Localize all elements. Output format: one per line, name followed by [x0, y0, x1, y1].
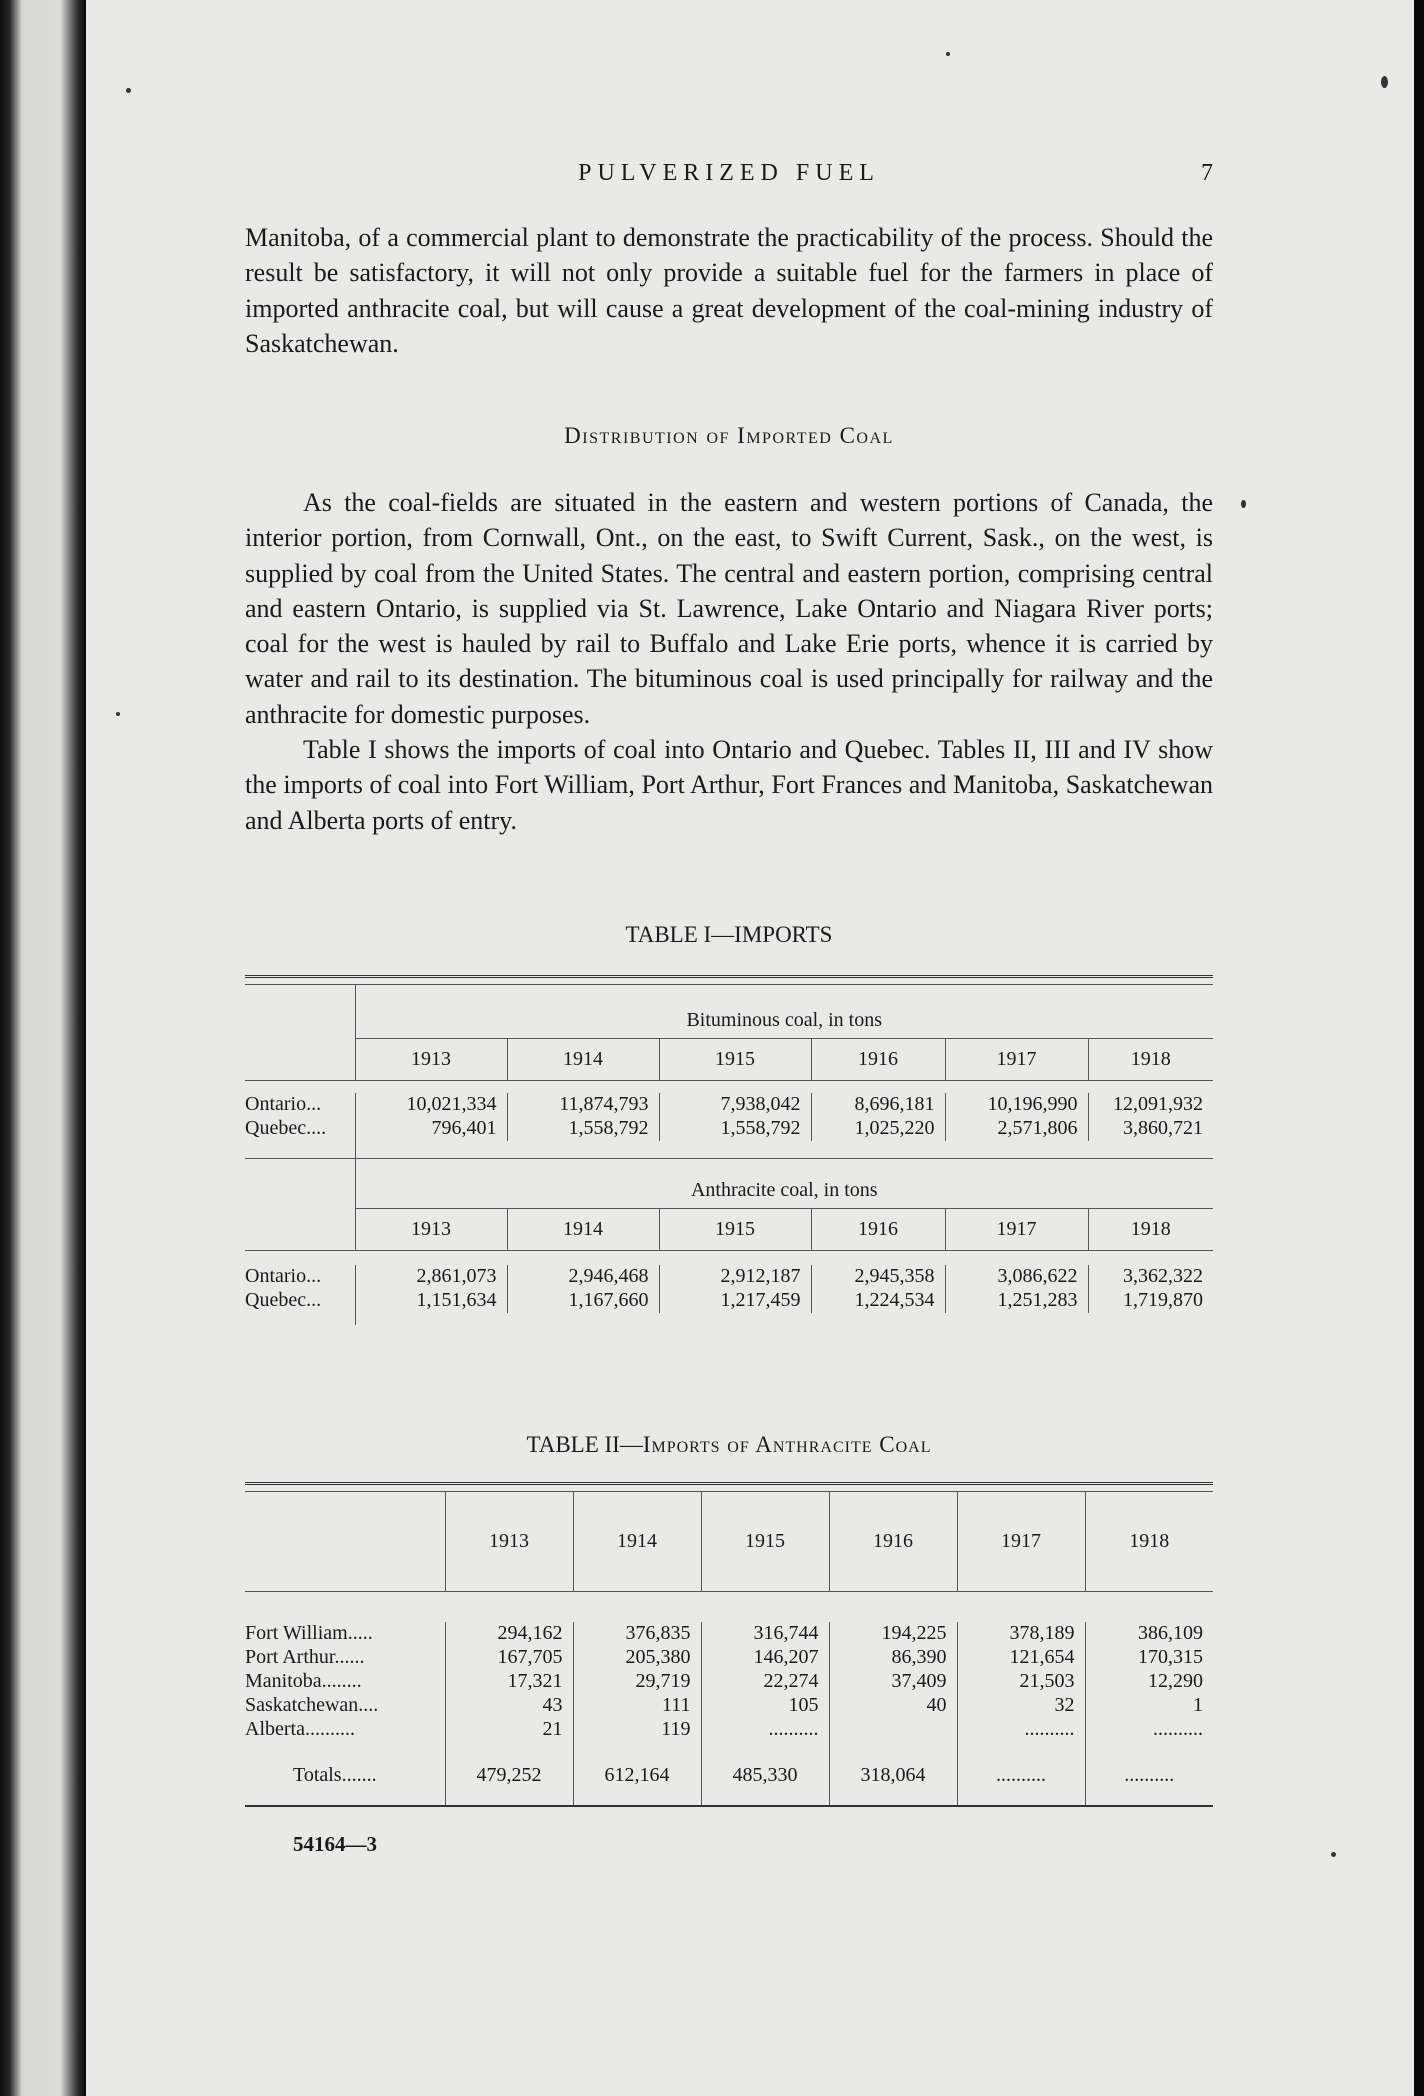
- paragraph-1-text: Manitoba, of a commercial plant to demonstrate the practicability of the process. Should the result be satisfactory, it will not only provide a suitable fuel for the farmers in place of imported anthracite coal, but will cause a great development of the coal-mining industry of Saskatchewan.: [245, 223, 1213, 358]
- table-cell: 10,021,334: [355, 1093, 507, 1117]
- table-cell: 146,207: [701, 1646, 829, 1670]
- table-cell: 1,224,534: [811, 1289, 945, 1313]
- year-header: 1913: [355, 1209, 507, 1251]
- table-cell: 167,705: [445, 1646, 573, 1670]
- table-cell: 294,162: [445, 1622, 573, 1646]
- table-cell: 12,290: [1085, 1670, 1213, 1694]
- year-header: 1917: [957, 1492, 1085, 1592]
- table-cell: 111: [573, 1694, 701, 1718]
- table-cell: ..........: [957, 1764, 1085, 1788]
- page-number: 7: [1201, 160, 1213, 186]
- bituminous-caption: Bituminous coal, in tons: [355, 985, 1213, 1039]
- table-cell: 796,401: [355, 1117, 507, 1141]
- year-header: 1918: [1088, 1039, 1213, 1081]
- table-1: [245, 975, 1213, 1325]
- table-cell: 86,390: [829, 1646, 957, 1670]
- table-cell: 105: [701, 1694, 829, 1718]
- table-row: [245, 1622, 1213, 1646]
- table-cell: 3,362,322: [1088, 1265, 1213, 1289]
- table-cell: 1,217,459: [659, 1289, 811, 1313]
- bituminous-year-row: [245, 1039, 1213, 1081]
- anthracite-caption: Anthracite coal, in tons: [355, 1159, 1213, 1209]
- table-cell: 7,938,042: [659, 1093, 811, 1117]
- table-cell: 17,321: [445, 1670, 573, 1694]
- section-heading: Distribution of Imported Coal: [564, 423, 894, 448]
- table-row: [245, 1265, 1213, 1289]
- year-header: 1918: [1088, 1209, 1213, 1251]
- printer-code: 54164—3: [293, 1832, 377, 1856]
- table-cell: 12,091,932: [1088, 1093, 1213, 1117]
- table-1-top-rule: [245, 977, 1213, 985]
- table-cell: 22,274: [701, 1670, 829, 1694]
- year-header: 1914: [507, 1039, 659, 1081]
- table-cell: 194,225: [829, 1622, 957, 1646]
- table-cell: 2,571,806: [945, 1117, 1088, 1141]
- anthracite-caption-row: [245, 1159, 1213, 1209]
- year-header: 1914: [507, 1209, 659, 1251]
- year-header: 1918: [1085, 1492, 1213, 1592]
- table-row: [245, 1694, 1213, 1718]
- row-label: Quebec...: [245, 1289, 322, 1311]
- totals-row: [245, 1764, 1213, 1788]
- year-header: 1916: [811, 1209, 945, 1251]
- table-cell: 21: [445, 1718, 573, 1742]
- table-row: [245, 1289, 1213, 1313]
- paragraph-group: [245, 485, 1213, 838]
- table-cell: 485,330: [701, 1764, 829, 1788]
- year-header: 1915: [659, 1039, 811, 1081]
- table-cell: 2,912,187: [659, 1265, 811, 1289]
- table-cell: 8,696,181: [811, 1093, 945, 1117]
- table-2-title: [245, 1432, 1213, 1458]
- table-cell: ..........: [701, 1718, 829, 1742]
- table-cell: ..........: [1085, 1718, 1213, 1742]
- table-cell: ..........: [957, 1718, 1085, 1742]
- paragraph-2: As the coal-fields are situated in the eastern and western portions of Canada, the interior portion, from Cornwall, Ont., on the east, to Swift Current, Sask., on the west, is supplied by coal from the United States. The central and eastern portion, comprising central and eastern Ontario, is supplied via St. Lawrence, Lake Ontario and Niagara River ports; coal for the west is hauled by rail to Buffalo and Lake Erie ports, whence it is carried by water and rail to its destination. The bituminous coal is used principally for railway and the anthracite for domestic purposes.: [245, 488, 1213, 729]
- table-cell: 316,744: [701, 1622, 829, 1646]
- table-cell: 10,196,990: [945, 1093, 1088, 1117]
- table-cell: 121,654: [957, 1646, 1085, 1670]
- table-cell: 40: [829, 1694, 957, 1718]
- table-cell: 1,025,220: [811, 1117, 945, 1141]
- table-cell: 170,315: [1085, 1646, 1213, 1670]
- running-head: [245, 160, 1213, 190]
- year-header: 1916: [811, 1039, 945, 1081]
- table-row: [245, 1670, 1213, 1694]
- row-label: Ontario...: [245, 1265, 322, 1287]
- table-2: [245, 1482, 1213, 1811]
- bituminous-caption-row: [245, 985, 1213, 1039]
- table-cell: 2,945,358: [811, 1265, 945, 1289]
- table-cell: 1,558,792: [507, 1117, 659, 1141]
- table-cell: 386,109: [1085, 1622, 1213, 1646]
- table-cell: 1: [1085, 1694, 1213, 1718]
- table-2-title-prefix: TABLE II—: [526, 1432, 643, 1457]
- table-cell: 2,946,468: [507, 1265, 659, 1289]
- totals-label: Totals.......: [293, 1764, 377, 1786]
- table-cell: 37,409: [829, 1670, 957, 1694]
- table-cell: 11,874,793: [507, 1093, 659, 1117]
- table-cell: 1,558,792: [659, 1117, 811, 1141]
- table-cell: 612,164: [573, 1764, 701, 1788]
- table-cell: 479,252: [445, 1764, 573, 1788]
- table-cell: 119: [573, 1718, 701, 1742]
- table-cell: 318,064: [829, 1764, 957, 1788]
- table-2-year-row: [245, 1492, 1213, 1592]
- row-label: Saskatchewan....: [245, 1694, 379, 1716]
- year-header: 1915: [701, 1492, 829, 1592]
- paragraph-3: Table I shows the imports of coal into Ontario and Quebec. Tables II, III and IV show the imports of coal into Fort William, Port Arthur, Fort Frances and Manitoba, Saskatchewan and Alberta ports of entry.: [245, 735, 1213, 835]
- table-cell: 1,251,283: [945, 1289, 1088, 1313]
- table-cell: 1,167,660: [507, 1289, 659, 1313]
- table-cell: [829, 1718, 957, 1742]
- year-header: 1914: [573, 1492, 701, 1592]
- row-label: Alberta..........: [245, 1718, 355, 1740]
- table-row: [245, 1718, 1213, 1742]
- table-cell: 32: [957, 1694, 1085, 1718]
- row-label: Port Arthur......: [245, 1646, 365, 1668]
- table-row: [245, 1093, 1213, 1117]
- table-cell: 205,380: [573, 1646, 701, 1670]
- table-cell: 376,835: [573, 1622, 701, 1646]
- table-cell: 1,719,870: [1088, 1289, 1213, 1313]
- row-label: Ontario...: [245, 1093, 322, 1115]
- book-gutter: [0, 0, 86, 2096]
- year-header: 1915: [659, 1209, 811, 1251]
- anthracite-year-row: [245, 1209, 1213, 1251]
- year-header: 1913: [355, 1039, 507, 1081]
- table-cell: 3,086,622: [945, 1265, 1088, 1289]
- table-cell: 1,151,634: [355, 1289, 507, 1313]
- table-cell: ..........: [1085, 1764, 1213, 1788]
- table-cell: 21,503: [957, 1670, 1085, 1694]
- row-label: Fort William.....: [245, 1622, 373, 1644]
- table-2-title-rest: Imports of Anthracite Coal: [642, 1432, 932, 1457]
- table-cell: 3,860,721: [1088, 1117, 1213, 1141]
- row-label: Quebec....: [245, 1117, 327, 1139]
- paragraph-1: [245, 220, 1213, 361]
- row-label: Manitoba........: [245, 1670, 362, 1692]
- table-cell: 2,861,073: [355, 1265, 507, 1289]
- table-cell: 43: [445, 1694, 573, 1718]
- page-edge: [1414, 0, 1424, 2096]
- year-header: 1913: [445, 1492, 573, 1592]
- year-header: 1917: [945, 1209, 1088, 1251]
- running-title: PULVERIZED FUEL: [578, 160, 880, 186]
- table-1-title: TABLE I—IMPORTS: [625, 922, 833, 947]
- table-row: [245, 1646, 1213, 1670]
- document-page: [86, 0, 1424, 2096]
- year-header: 1916: [829, 1492, 957, 1592]
- table-row: [245, 1117, 1213, 1141]
- year-header: 1917: [945, 1039, 1088, 1081]
- table-cell: 29,719: [573, 1670, 701, 1694]
- table-cell: 378,189: [957, 1622, 1085, 1646]
